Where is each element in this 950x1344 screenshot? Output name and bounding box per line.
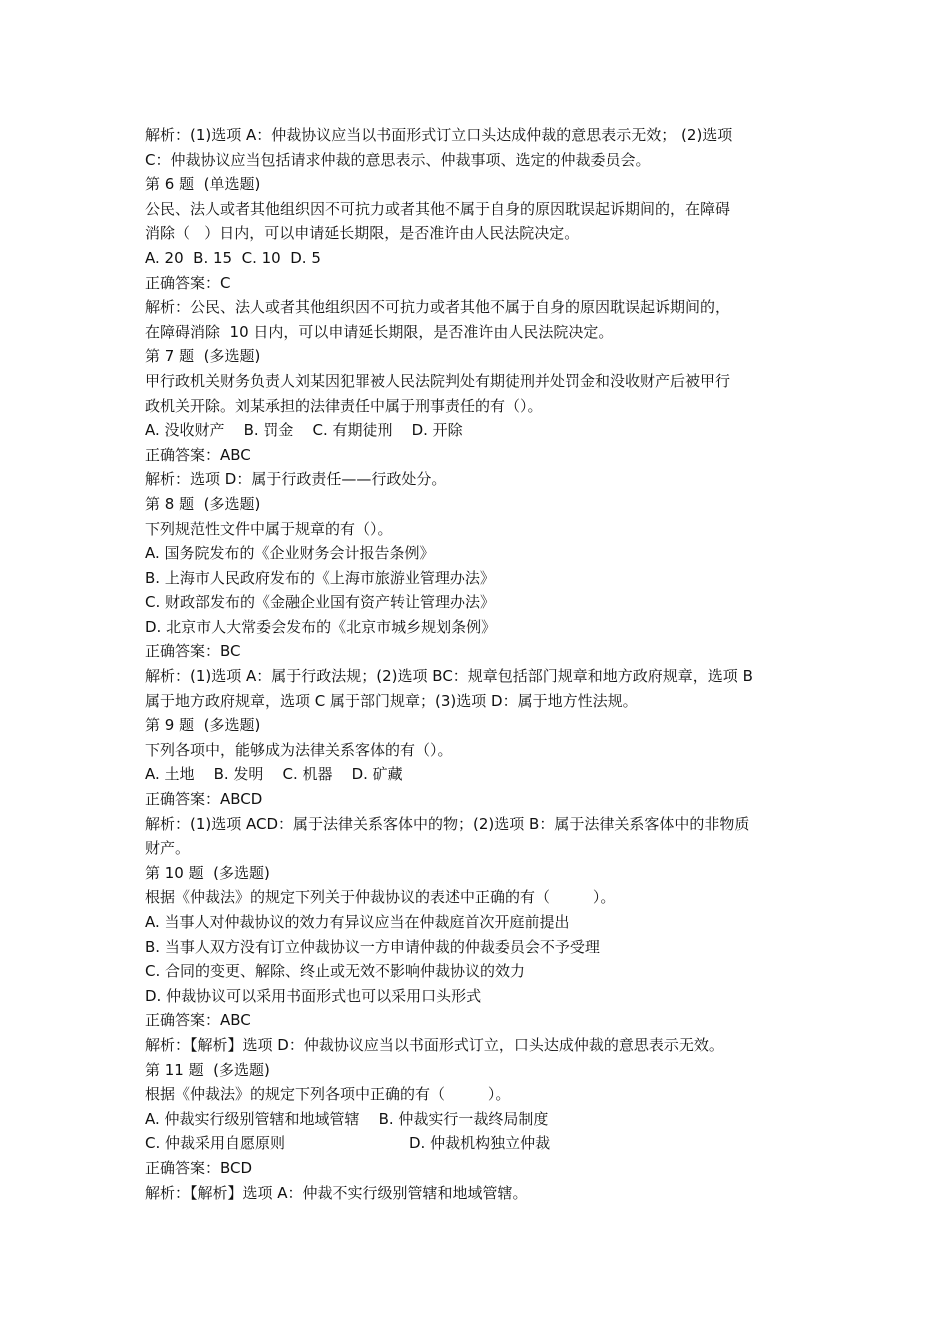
text-line: 第 8 题 (多选题) (145, 494, 261, 513)
text-line: A. 国务院发布的《企业财务会计报告条例》 (145, 544, 435, 563)
text-line: 解析：(1)选项 A：仲裁协议应当以书面形式订立口头达成仲裁的意思表示无效； (2)选项 (145, 126, 733, 144)
text-line: 解析：(1)选项 A：属于行政法规；(2)选项 BC：规章包括部门规章和地方政府规章，选项 B (145, 667, 753, 686)
text-line: 正确答案：BC (145, 642, 241, 661)
text-line: 第 7 题 (多选题) (145, 347, 261, 366)
text-line: 公民、法人或者其他组织因不可抗力或者其他不属于自身的原因耽误起诉期间的，在障碍 (145, 199, 731, 218)
text-line: 根据《仲裁法》的规定下列关于仲裁协议的表述中正确的有（ ）。 (145, 888, 616, 907)
text-line: A. 土地 B. 发明 C. 机器 D. 矿藏 (145, 765, 403, 784)
text-line: 第 6 题 (单选题) (145, 175, 261, 194)
text-line: 正确答案：BCD (145, 1158, 253, 1177)
text-line: 第 9 题 (多选题) (145, 716, 261, 735)
text-line: 第 10 题 (多选题) (145, 863, 270, 882)
text-line: D. 仲裁协议可以采用书面形式也可以采用口头形式 (145, 986, 482, 1005)
text-line: 解析：【解析】选项 D：仲裁协议应当以书面形式订立，口头达成仲裁的意思表示无效。 (145, 1035, 724, 1054)
text-line: A. 当事人对仲裁协议的效力有异议应当在仲裁庭首次开庭前提出 (145, 913, 570, 931)
text-line: 财产。 (145, 839, 191, 858)
text-line: 根据《仲裁法》的规定下列各项中正确的有（ ）。 (145, 1085, 511, 1104)
text-line: 在障碍消除 10 日内，可以申请延长期限，是否准许由人民法院决定。 (145, 322, 614, 341)
text-line: 解析：(1)选项 ACD：属于法律关系客体中的物；(2)选项 B：属于法律关系客体中的非物质 (145, 814, 750, 833)
text-line: A. 没收财产 B. 罚金 C. 有期徒刑 D. 开除 (145, 421, 463, 440)
text-line: A. 仲裁实行级别管辖和地域管辖 B. 仲裁实行一裁终局制度 (145, 1109, 549, 1128)
text-line: D. 北京市人大常委会发布的《北京市城乡规划条例》 (145, 617, 497, 636)
text-line: 正确答案：ABCD (145, 790, 263, 809)
text-line: B. 当事人双方没有订立仲裁协议一方申请仲裁的仲裁委员会不予受理 (145, 937, 600, 956)
text-line: 正确答案：C (145, 273, 231, 292)
text-line: B. 上海市人民政府发布的《上海市旅游业管理办法》 (145, 568, 495, 587)
text-line: C. 财政部发布的《金融企业国有资产转让管理办法》 (145, 593, 496, 612)
text-line: 解析：【解析】选项 A：仲裁不实行级别管辖和地域管辖。 (145, 1183, 528, 1202)
text-line: 属于地方政府规章，选项 C 属于部门规章；(3)选项 D：属于地方性法规。 (145, 691, 638, 710)
text-line: 政机关开除。刘某承担的法律责任中属于刑事责任的有（）。 (145, 396, 543, 415)
text-line: 正确答案：ABC (145, 445, 251, 464)
text-line: 解析：公民、法人或者其他组织因不可抗力或者其他不属于自身的原因耽误起诉期间的， (145, 298, 731, 317)
text-line: A. 20 B. 15 C. 10 D. 5 (145, 248, 321, 267)
text-line: 第 11 题 (多选题) (145, 1060, 270, 1079)
text-line: C. 合同的变更、解除、终止或无效不影响仲裁协议的效力 (145, 962, 526, 981)
text-line: C. 仲裁采用自愿原则 D. 仲裁机构独立仲裁 (145, 1134, 551, 1153)
text-line: 甲行政机关财务负责人刘某因犯罪被人民法院判处有期徒刑并处罚金和没收财产后被甲行 (145, 371, 731, 390)
text-line: 正确答案：ABC (145, 1011, 251, 1030)
text-line: 解析：选项 D：属于行政责任——行政处分。 (145, 470, 447, 489)
text-line: C：仲裁协议应当包括请求仲裁的意思表示、仲裁事项、选定的仲裁委员会。 (145, 150, 651, 169)
text-line: 消除（ ）日内，可以申请延长期限，是否准许由人民法院决定。 (145, 224, 580, 243)
text-line: 下列规范性文件中属于规章的有（）。 (145, 519, 393, 538)
text-line: 下列各项中，能够成为法律关系客体的有（）。 (145, 740, 453, 759)
